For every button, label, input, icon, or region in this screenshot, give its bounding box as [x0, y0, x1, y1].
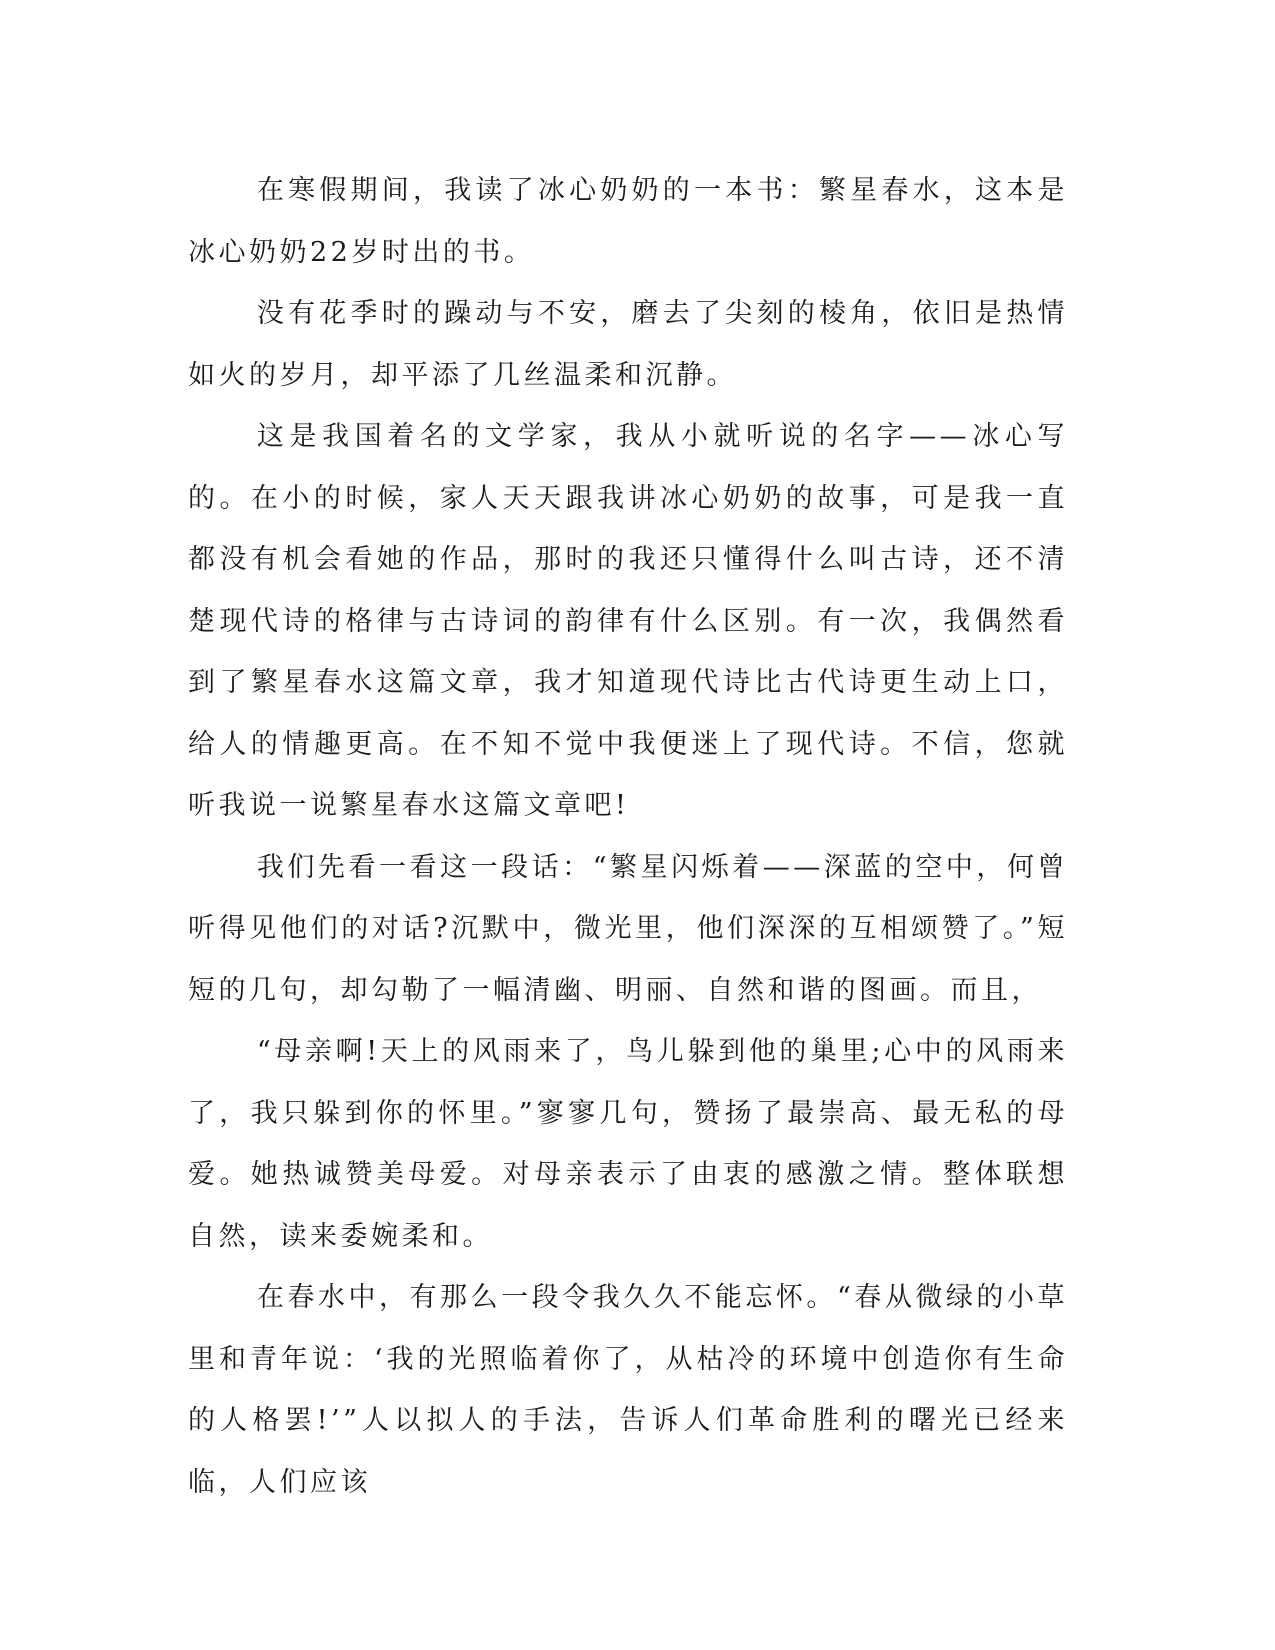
- paragraph: “母亲啊!天上的风雨来了，鸟儿躲到他的巢里;心中的风雨来了，我只躲到你的怀里。”寥寥几句，赞扬了最崇高、最无私的母爱。她热诚赞美母爱。对母亲表示了由衷的感激之情。整体联想自然，读来委婉柔和。: [188, 1036, 1068, 1252]
- paragraph: 我们先看一看这一段话：“繁星闪烁着——深蓝的空中，何曾听得见他们的对话?沉默中，微光里，他们深深的互相颂赞了。”短短的几句，却勾勒了一幅清幽、明丽、自然和谐的图画。而且，: [188, 851, 1068, 1006]
- paragraph: 没有花季时的躁动与不安，磨去了尖刻的棱角，依旧是热情如火的岁月，却平添了几丝温柔和沉静。: [188, 298, 1068, 391]
- document-body: [188, 160, 1068, 1513]
- paragraph: 在春水中，有那么一段令我久久不能忘怀。“春从微绿的小草里和青年说：‘我的光照临着你了，从枯冷的环境中创造你有生命的人格罢!’”人以拟人的手法，告诉人们革命胜利的曙光已经来临，人们应该: [188, 1282, 1068, 1498]
- paragraph: 在寒假期间，我读了冰心奶奶的一本书：繁星春水，这本是冰心奶奶22岁时出的书。: [188, 175, 1068, 268]
- paragraph: 这是我国着名的文学家，我从小就听说的名字——冰心写的。在小的时候，家人天天跟我讲冰心奶奶的故事，可是我一直都没有机会看她的作品，那时的我还只懂得什么叫古诗，还不清楚现代诗的格律与古诗词的韵律有什么区别。有一次，我偶然看到了繁星春水这篇文章，我才知道现代诗比古代诗更生动上口，给人的情趣更高。在不知不觉中我便迷上了现代诗。不信，您就听我说一说繁星春水这篇文章吧!: [188, 421, 1068, 821]
